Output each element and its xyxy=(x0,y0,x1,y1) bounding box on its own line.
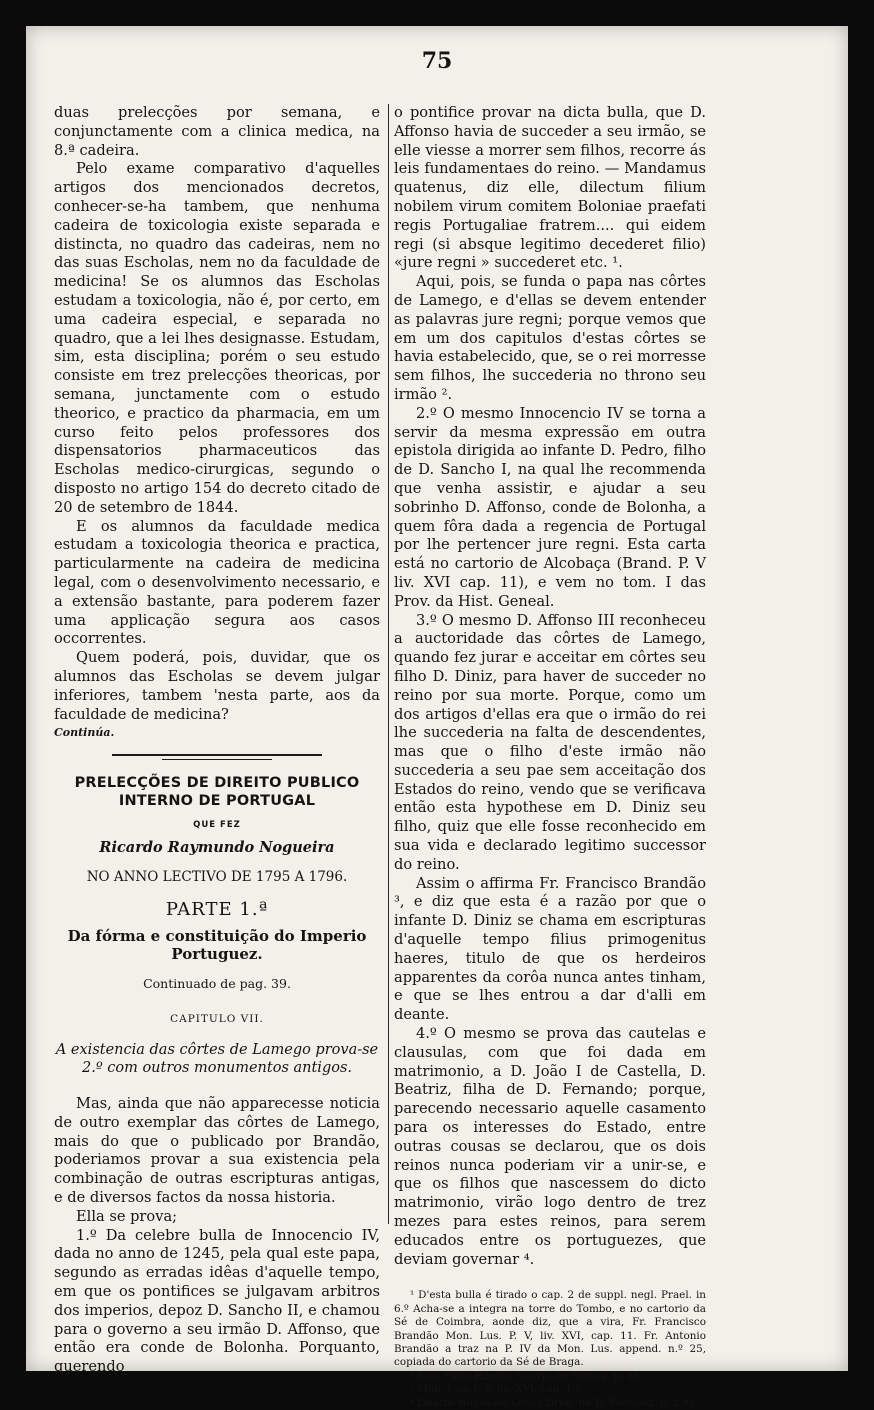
chapter-heading: CAPITULO VII. xyxy=(170,1013,264,1026)
paragraph: 4.º O mesmo se prova das cautelas e clausulas, com que foi dada em matrimonio, a D. João I de Castella, D. Beatriz, filha de D. Fernando; porque, parecendo necessario aquelle casamento para os interesses do Estado, entre outras cousas se declarou, que os dois reinos nunca poderiam vir a unir-se, e que os filhos que nascessem do dicto matrimonio, virão logo dentro de trez mezes para estes reinos, para serem educados entre os portuguezes, que deviam governar ⁴. xyxy=(394,1025,706,1268)
continued-note: Continuado de pag. 39. xyxy=(143,976,291,992)
part-subtitle: Da fórma e constituição do Imperio Portuguez. xyxy=(67,927,367,964)
footnote: ² João Pinto Ribeiro Usurp. de Portug. p. 35. xyxy=(410,1369,643,1382)
footnote: ¹ D'esta bulla é tirado o cap. 2 de suppl. negl. Prael. in 6.º Acha-se a integra na torre do Tombo, e no cartorio da Sé de Coimbra, aonde diz, que a vira, Fr. Francisco Brandão Mon. Lus. P. V, liv. XVI, cap. 11. Fr. Antonio Brandão a traz na P. IV da Mon. Lus. append. n.º 25, copiada do cartorio da Sé de Braga. xyxy=(394,1289,706,1369)
paragraph: duas prelecções por semana, e conjunctamente com a clinica medica, na 8.ª cadeira. xyxy=(54,104,380,159)
section-divider xyxy=(112,754,322,756)
footnote: ³ Mon. Lus. P. V, liv. XVI, cap. 10. xyxy=(410,1383,583,1396)
paragraph: 2.º O mesmo Innocencio IV se torna a servir da mesma expressão em outra epistola dirigida ao infante D. Pedro, filho de D. Sancho I, na qual lhe recommenda que venha assistir, e ajudar a seu sobrinho D. Affonso, conde de Bolonha, a quem fôra dada a regencia de Portugal por lhe pertencer jure regni. Esta carta está no cartorio de Alcobaça (Brand. P. V liv. XVI cap. 11), e vem no tom. I das Prov. da Hist. Geneal. xyxy=(394,404,706,610)
page-number: 75 xyxy=(421,48,453,74)
part-heading: PARTE 1.ª xyxy=(165,898,269,920)
section-divider-thin xyxy=(162,759,272,760)
left-column xyxy=(54,104,380,1377)
author-name: Ricardo Raymundo Nogueira xyxy=(99,839,335,857)
paragraph: E os alumnos da faculdade medica estudam a toxicologia theorica e practica, particularmente na cadeira de medicina legal, com o desenvolvimento necessario, e a extensão bastante, para poderem fazer uma applicação segura aos casos occorrentes. xyxy=(54,517,380,648)
paragraph: Ella se prova; xyxy=(76,1207,178,1225)
continua-note: Continúa. xyxy=(54,726,115,740)
footnotes xyxy=(394,1289,706,1410)
paragraph: Pelo exame comparativo d'aquelles artigos dos mencionados decretos, conhecer-se-ha tambem, que nenhuma cadeira de toxicologia existe separada e distincta, no quadro das cadeiras, nem no das suas Escholas, nem no da faculdade de medicina! Se os alumnos das Escholas estudam a toxicologia, não é, por certo, em uma cadeira especial, e separada no quadro, que a lei lhes designasse. Estudam, sim, esta disciplina; porém o seu estudo consiste em trez prelecções theoricas, por semana, junctamente com o estudo theorico, e practico da pharmacia, em um curso feito pelos professores dos dispensatorios pharmaceuticos das Escholas medico-cirurgicas, segundo o disposto no artigo 154 do decreto citado de 20 de setembro de 1844. xyxy=(54,160,380,516)
column-divider xyxy=(388,104,389,1224)
paragraph: 1.º Da celebre bulla de Innocencio IV, dada no anno de 1245, pela qual este papa, segundo as erradas idêas d'aquelle tempo, em que os pontifices se julgavam arbitros dos imperios, depoz D. Sancho II, e chamou para o governo a seu irmão D. Affonso, que então era conde de Bolonha. Porquanto, querendo xyxy=(54,1226,380,1376)
paragraph: Aqui, pois, se funda o papa nas côrtes de Lamego, e d'ellas se devem entender as palavras jure regni; porque vemos que em um dos capitulos d'estas côrtes se havia estabelecido, que, se o rei morresse sem filhos, lhe succederia no throno seu irmão ². xyxy=(394,273,706,403)
paragraph: Quem poderá, pois, duvidar, que os alumnos das Escholas se devem julgar inferiores, tambem 'nesta parte, aos da faculdade de medicina? xyxy=(54,649,380,723)
paragraph: 3.º O mesmo D. Affonso III reconheceu a auctoridade das côrtes de Lamego, quando fez jurar e acceitar em côrtes seu filho D. Diniz, para haver de succeder no reino por sua morte. Porque, como um dos artigos d'ellas era que o irmão do rei lhe succederia na falta de descendentes, mas que o filho d'este irmão não succederia a seu pae sem acceitação dos Estados do reino, vendo que se verificava então esta hypothese em D. Diniz seu filho, quiz que elle fosse reconhecido em sua vida e declarado legitimo successor do reino. xyxy=(394,611,706,873)
article-title: PRELECÇÕES DE DIREITO PUBLICO INTERNO DE PORTUGAL xyxy=(74,775,360,810)
paragraph: o pontifice provar na dicta bulla, que D. Affonso havia de succeder a seu irmão, se elle viesse a morrer sem filhos, recorre ás leis fundamentaes do reino. — Mandamus quatenus, diz elle, dilectum filium nobilem virum comitem Boloniae praefati regis Portugaliae fratrem.... qui eidem regi (si absque legitimo decederet filio) «jure regni » succederet etc. ¹. xyxy=(394,104,706,272)
footnote: ⁴ Duarte Nunes de Leão Chron. de D. Fernand. p. 230. xyxy=(410,1396,697,1409)
chapter-summary: A existencia das côrtes de Lamego prova-se 2.º com outros monumentos antigos. xyxy=(55,1042,379,1077)
paragraph: Assim o affirma Fr. Francisco Brandão ³, e diz que esta é a razão por que o infante D. Diniz se chama em escripturas d'aquelle tempo filius primogenitus haeres, titulo de que os herdeiros apparentes da corôa nunca antes tinham, e que se lhes entrou a dar d'alli em deante. xyxy=(394,874,706,1024)
paragraph: Mas, ainda que não apparecesse noticia de outro exemplar das côrtes de Lamego, mais do que o publicado por Brandão, poderiamos provar a sua existencia pela combinação de outras escripturas antigas, e de diversos factos da nossa historia. xyxy=(54,1095,380,1207)
right-column xyxy=(394,104,706,1410)
year-line: NO ANNO LECTIVO DE 1795 A 1796. xyxy=(86,868,348,885)
byline-label: QUE FEZ xyxy=(193,820,241,831)
